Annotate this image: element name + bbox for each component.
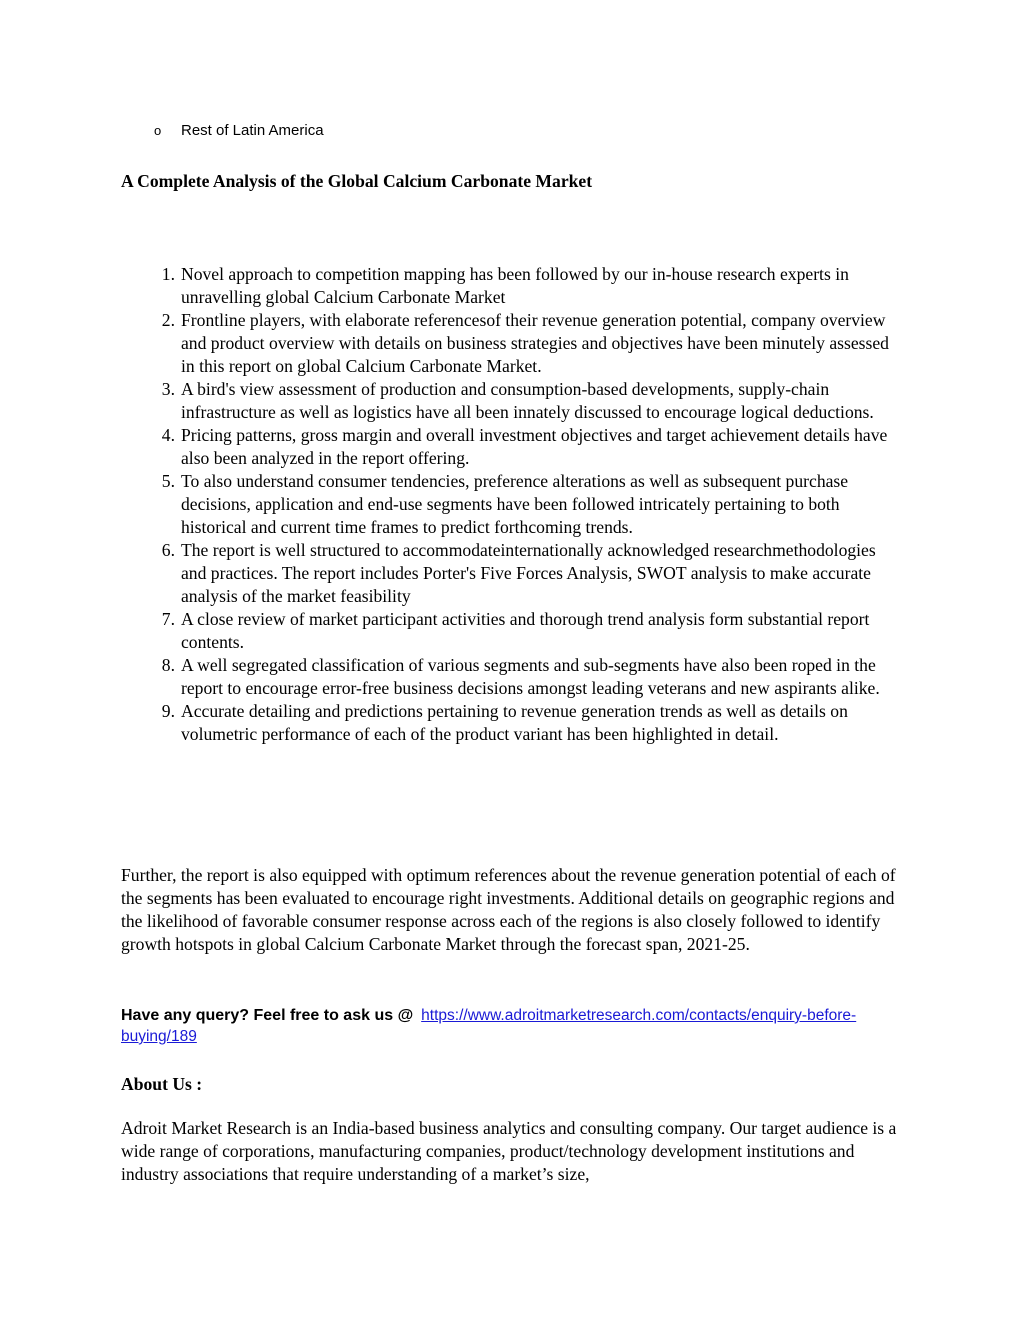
list-item <box>121 309 901 378</box>
list-item-text: Accurate detailing and predictions pertaining to revenue generation trends as well as details on volumetric performance of each of the product variant has been highlighted in detail. <box>181 701 848 744</box>
list-item <box>121 378 901 424</box>
enquiry-link[interactable]: https://www.adroitmarketresearch.com/contacts/enquiry-before-buying/189 <box>121 1007 857 1045</box>
list-item-text: Pricing patterns, gross margin and overall investment objectives and target achievement details have also been analyzed in the report offering. <box>181 425 888 468</box>
bullet-text: Rest of Latin America <box>181 122 324 139</box>
list-number: 3. <box>161 379 175 399</box>
list-number: 5. <box>161 471 175 491</box>
list-number: 1. <box>161 264 175 284</box>
query-line <box>121 1005 901 1047</box>
list-item <box>121 470 901 539</box>
list-item-text: A well segregated classification of various segments and sub-segments have also been roped in the report to encourage error-free business decisions amongst leading veterans and new aspirants alike. <box>181 655 880 698</box>
list-number: 6. <box>161 540 175 560</box>
list-number: 7. <box>161 609 175 629</box>
list-item-text: To also understand consumer tendencies, preference alterations as well as subsequent purchase decisions, application and end-use segments have been followed intricately pertaining to both historical and current time frames to predict forthcoming trends. <box>181 471 849 537</box>
list-item <box>121 539 901 608</box>
about-heading: About Us : <box>121 1074 203 1094</box>
bullet-marker: o <box>154 123 162 138</box>
about-paragraph: Adroit Market Research is an India-based business analytics and consulting company. Our target audience is a wide range of corporations, manufacturing companies, product/technology development institutions and industry associations that require understanding of a market’s size, <box>121 1118 897 1184</box>
list-item <box>121 424 901 470</box>
features-list <box>121 263 901 746</box>
bullet-item-rest-of-latin-america <box>154 121 324 141</box>
list-item-text: A bird's view assessment of production and consumption-based developments, supply-chain infrastructure as well as logistics have all been innately discussed to encourage logical deductions. <box>181 379 874 422</box>
list-item-text: A close review of market participant activities and thorough trend analysis form substantial report contents. <box>181 609 870 652</box>
list-number: 2. <box>161 310 175 330</box>
list-item-text: Frontline players, with elaborate referencesof their revenue generation potential, company overview and product overview with details on business strategies and objectives have been minutely assessed in this report on global Calcium Carbonate Market. <box>181 310 889 376</box>
further-paragraph: Further, the report is also equipped with optimum references about the revenue generation potential of each of the segments has been evaluated to encourage right investments. Additional details on geographic regions and the likelihood of favorable consumer response across each of the regions is also closely followed to identify growth hotspots in global Calcium Carbonate Market through the forecast span, 2021-25. <box>121 865 896 954</box>
section-heading: A Complete Analysis of the Global Calcium Carbonate Market <box>121 171 593 191</box>
list-number: 9. <box>161 701 175 721</box>
query-label: Have any query? Feel free to ask us @ <box>121 1007 414 1024</box>
list-number: 8. <box>161 655 175 675</box>
list-item <box>121 263 901 309</box>
list-item-text: The report is well structured to accommodateinternationally acknowledged researchmethodologies and practices. The report includes Porter's Five Forces Analysis, SWOT analysis to make accurate analysis of the market feasibility <box>181 540 876 606</box>
list-item <box>121 654 901 700</box>
list-item-text: Novel approach to competition mapping has been followed by our in-house research experts in unravelling global Calcium Carbonate Market <box>181 264 849 307</box>
list-number: 4. <box>161 425 175 445</box>
list-item <box>121 608 901 654</box>
list-item <box>121 700 901 746</box>
